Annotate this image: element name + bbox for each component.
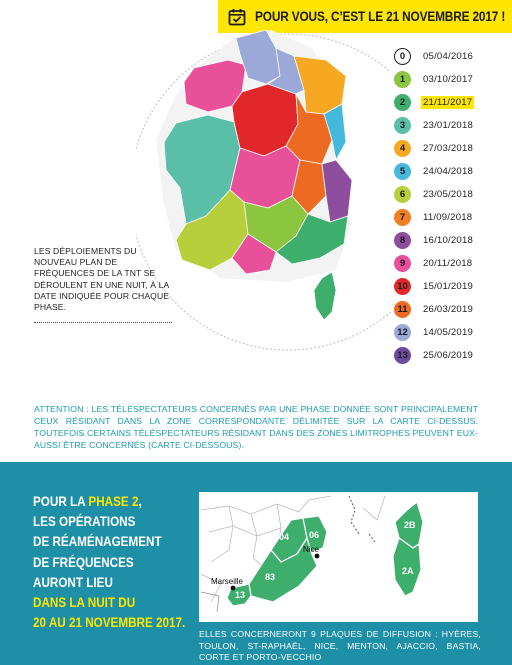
- region-corsica: [314, 272, 336, 320]
- legend-badge: 3: [394, 117, 411, 134]
- legend-badge: 0: [394, 48, 411, 65]
- legend-date: 11/09/2018: [423, 211, 473, 223]
- legend-item: [394, 322, 510, 342]
- legend-item: [394, 138, 510, 158]
- nice-label: Nice: [303, 545, 320, 554]
- dept-13-label: 13: [235, 590, 246, 600]
- deployment-description: LES DÉPLOIEMENTS DU NOUVEAU PLAN DE FRÉQUENCES DE LA TNT SE DÉROULENT EN UNE NUIT, À LA DATE INDIQUÉE POUR CHAQUE PHASE.: [34, 246, 170, 313]
- attention-notice: ATTENTION : LES TÉLÉSPECTATEURS CONCERNÉS PAR UNE PHASE DONNÉE SONT PRINCIPALEMENT CEUX RÉSIDANT DANS LA ZONE CORRESPONDANTE DÉLIMITÉE SUR LA CARTE CI-DESSUS. TOUTEFOIS CERTAINS TÉLÉSPECTATEURS RÉSIDANT DANS DES ZONES LIMITROPHES PEUVENT EUX-AUSSI ÊTRE CONCERNÉS (CARTE CI-DESSOUS).: [34, 404, 478, 450]
- legend-badge: 10: [394, 278, 411, 295]
- legend-badge: 9: [394, 255, 411, 272]
- legend-date: 23/05/2018: [423, 188, 474, 200]
- legend-date: 16/10/2018: [423, 234, 474, 246]
- legend-date: 26/03/2019: [423, 303, 474, 315]
- legend-badge: 13: [394, 347, 411, 364]
- phase-line-1c: ,: [138, 494, 142, 509]
- phase-line-1a: POUR LA: [33, 494, 89, 509]
- legend-item: [394, 46, 510, 66]
- legend-badge: 2: [394, 94, 411, 111]
- legend-badge: 1: [394, 71, 411, 88]
- legend-date: 23/01/2018: [423, 119, 474, 131]
- banner-text: POUR VOUS, C’EST LE 21 NOVEMBRE 2017 !: [255, 9, 506, 24]
- phase-line-1: [33, 492, 179, 512]
- legend-item: [394, 115, 510, 135]
- legend-item: [394, 345, 510, 365]
- france-map-graphic: [136, 20, 391, 360]
- legend-badge: 11: [394, 301, 411, 318]
- dept-2b-label: 2B: [404, 520, 416, 530]
- legend-badge: 7: [394, 209, 411, 226]
- dept-06-label: 06: [309, 530, 320, 540]
- marseille-label: Marseille: [211, 577, 244, 586]
- dept-04-label: 04: [279, 532, 290, 542]
- phase-label: PHASE 2: [88, 494, 139, 509]
- legend-date: 24/04/2018: [423, 165, 474, 177]
- legend-badge: 5: [394, 163, 411, 180]
- inset-map-graphic: [199, 492, 478, 622]
- legend-date-highlighted: 21/11/2017: [423, 96, 473, 108]
- legend-badge: 12: [394, 324, 411, 341]
- phase-line-4: DE FRÉQUENCES: [33, 554, 134, 570]
- description-divider: [34, 322, 172, 323]
- phase-line-6: DANS LA NUIT DU: [33, 595, 136, 611]
- legend-date: 14/05/2019: [423, 326, 474, 338]
- legend-date: 27/03/2018: [423, 142, 474, 154]
- legend-badge: 4: [394, 140, 411, 157]
- legend-item: [394, 230, 510, 250]
- legend-item: [394, 253, 510, 273]
- nice-marker-icon: [315, 554, 320, 559]
- phase-2-heading: [33, 492, 186, 633]
- legend-badge: 6: [394, 186, 411, 203]
- broadcast-plates-note: ELLES CONCERNERONT 9 PLAQUES DE DIFFUSION : HYÈRES, TOULON, ST-RAPHAËL, NICE, MENTON, AJACCIO, BASTIA, CORTE ET PORTO-VECCHIO: [199, 629, 481, 663]
- france-phase-map: [136, 20, 391, 360]
- legend-item: [394, 207, 510, 227]
- legend-date: 03/10/2017: [423, 73, 474, 85]
- phase-line-2: LES OPÉRATIONS: [33, 514, 136, 530]
- legend-badge: 8: [394, 232, 411, 249]
- legend-item: [394, 276, 510, 296]
- phase-line-7: 20 AU 21 NOVEMBRE 2017.: [33, 615, 186, 631]
- legend-date: 05/04/2016: [423, 50, 474, 62]
- phase-2-inset-map: [199, 492, 478, 622]
- legend-item: [394, 299, 510, 319]
- legend-item: [394, 184, 510, 204]
- legend-item: [394, 161, 510, 181]
- legend-item: [394, 69, 510, 89]
- legend-date: 15/01/2019: [423, 280, 474, 292]
- dept-83-label: 83: [265, 572, 276, 582]
- phase-line-3: DE RÉAMÉNAGEMENT: [33, 534, 162, 550]
- legend-item: [394, 92, 510, 112]
- phase-line-5: AURONT LIEU: [33, 574, 113, 590]
- dept-2a-label: 2A: [402, 566, 414, 576]
- legend-date: 20/11/2018: [423, 257, 473, 269]
- legend-date: 25/06/2019: [423, 349, 474, 361]
